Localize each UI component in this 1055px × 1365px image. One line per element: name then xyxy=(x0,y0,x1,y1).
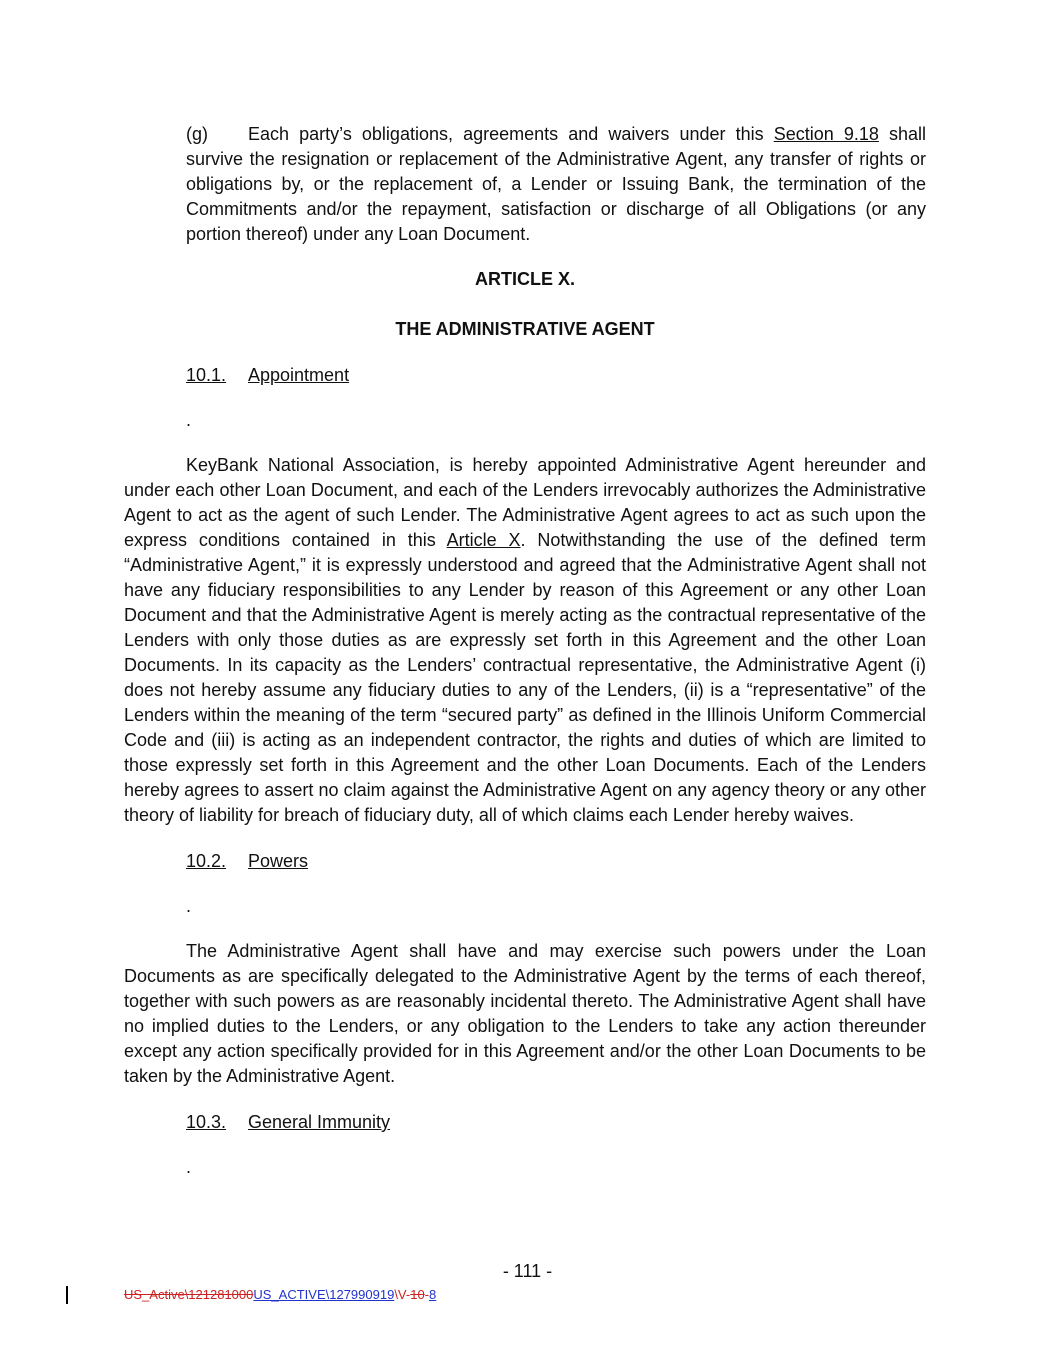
section-10-2-dot: . xyxy=(186,896,192,916)
paragraph-g-rest: shall survive the resignation or replacement of the Administrative Agent, any transfer of rights or obligations by, or the replacement of, a Lender or Issuing Bank, the termination of the Commitments and/or the repayment, satisfaction or discharge of all Obligations (or any portion thereof) under any Loan Document. xyxy=(186,124,926,244)
section-10-3-title: General Immunity xyxy=(248,1112,391,1132)
section-10-3-number: 10.3. xyxy=(186,1112,227,1132)
section-10-1-text-a: KeyBank National Association, is hereby appointed Administrative Agent hereunder and under each other Loan Document, and each of the Lenders irrevocably authorizes the Administrative Agent to act as the agent of such Lender. The Administrative Agent agrees to act as such upon the express conditions contained in this xyxy=(124,455,926,550)
article-x-link[interactable]: Article X xyxy=(446,530,521,550)
section-10-1-title: Appointment xyxy=(248,365,350,385)
paragraph-g-lead: Each party’s obligations, agreements and waivers under this xyxy=(248,124,774,144)
deleted-doc-id: US_Active\121281000 xyxy=(124,1287,254,1302)
paragraph-g xyxy=(124,122,926,247)
section-10-1-number: 10.1. xyxy=(186,365,227,385)
section-10-2-number: 10.2. xyxy=(186,851,227,871)
section-10-1-dot: . xyxy=(186,410,192,430)
document-body xyxy=(124,122,926,1180)
change-bar xyxy=(66,1286,68,1304)
section-10-2-heading xyxy=(124,849,926,874)
inserted-version: 8 xyxy=(429,1287,437,1302)
section-9-18-link[interactable]: Section 9.18 xyxy=(773,124,879,144)
page-number: - 111 - xyxy=(502,1261,553,1281)
article-title: THE ADMINISTRATIVE AGENT xyxy=(395,319,655,339)
section-10-2-text: The Administrative Agent shall have and may exercise such powers under the Loan Documents as are specifically delegated to the Administrative Agent by the terms of each thereof, together with such powers as are reasonably incidental thereto. The Administrative Agent shall have no implied duties to the Lenders, or any obligation to the Lenders to take any action thereunder except any action specifically provided for in this Agreement and/or the other Loan Documents to be taken by the Administrative Agent. xyxy=(124,941,926,1086)
paragraph-g-tag: (g) xyxy=(186,124,208,144)
deleted-version: 10 xyxy=(410,1287,425,1302)
section-10-1-text-b: . Notwithstanding the use of the defined term “Administrative Agent,” it is expressly understood and agreed that the Administrative Agent shall not have any fiduciary responsibilities to any Lender by reason of this Agreement or any other Loan Document and that the Administrative Agent is merely acting as the contractual representative of the Lenders with only those duties as are expressly set forth in this Agreement and the other Loan Documents. In its capacity as the Lenders’ contractual representative, the Administrative Agent (i) does not hereby assume any fiduciary duties to any of the Lenders, (ii) is a “representative” of the Lenders within the meaning of the term “secured party” as defined in the Illinois Uniform Commercial Code and (iii) is acting as an independent contractor, the rights and duties of which are limited to those expressly set forth in this Agreement and the other Loan Documents. Each of the Lenders hereby agrees to assert no claim against the Administrative Agent on any agency theory or any other theory of liability for breach of fiduciary duty, all of which claims each Lender hereby waives. xyxy=(124,530,926,825)
version-prefix: \V- xyxy=(394,1287,411,1302)
section-10-3-dot: . xyxy=(186,1157,192,1177)
article-number: ARTICLE X. xyxy=(474,269,575,289)
section-10-3-heading xyxy=(124,1110,926,1135)
version-separator: - xyxy=(424,1287,430,1302)
section-10-2-title: Powers xyxy=(248,851,309,871)
section-10-1-text xyxy=(124,453,926,828)
inserted-doc-id: US_ACTIVE\127990919 xyxy=(253,1287,395,1302)
document-id-footer xyxy=(124,1287,436,1302)
section-10-1-heading xyxy=(124,363,926,388)
